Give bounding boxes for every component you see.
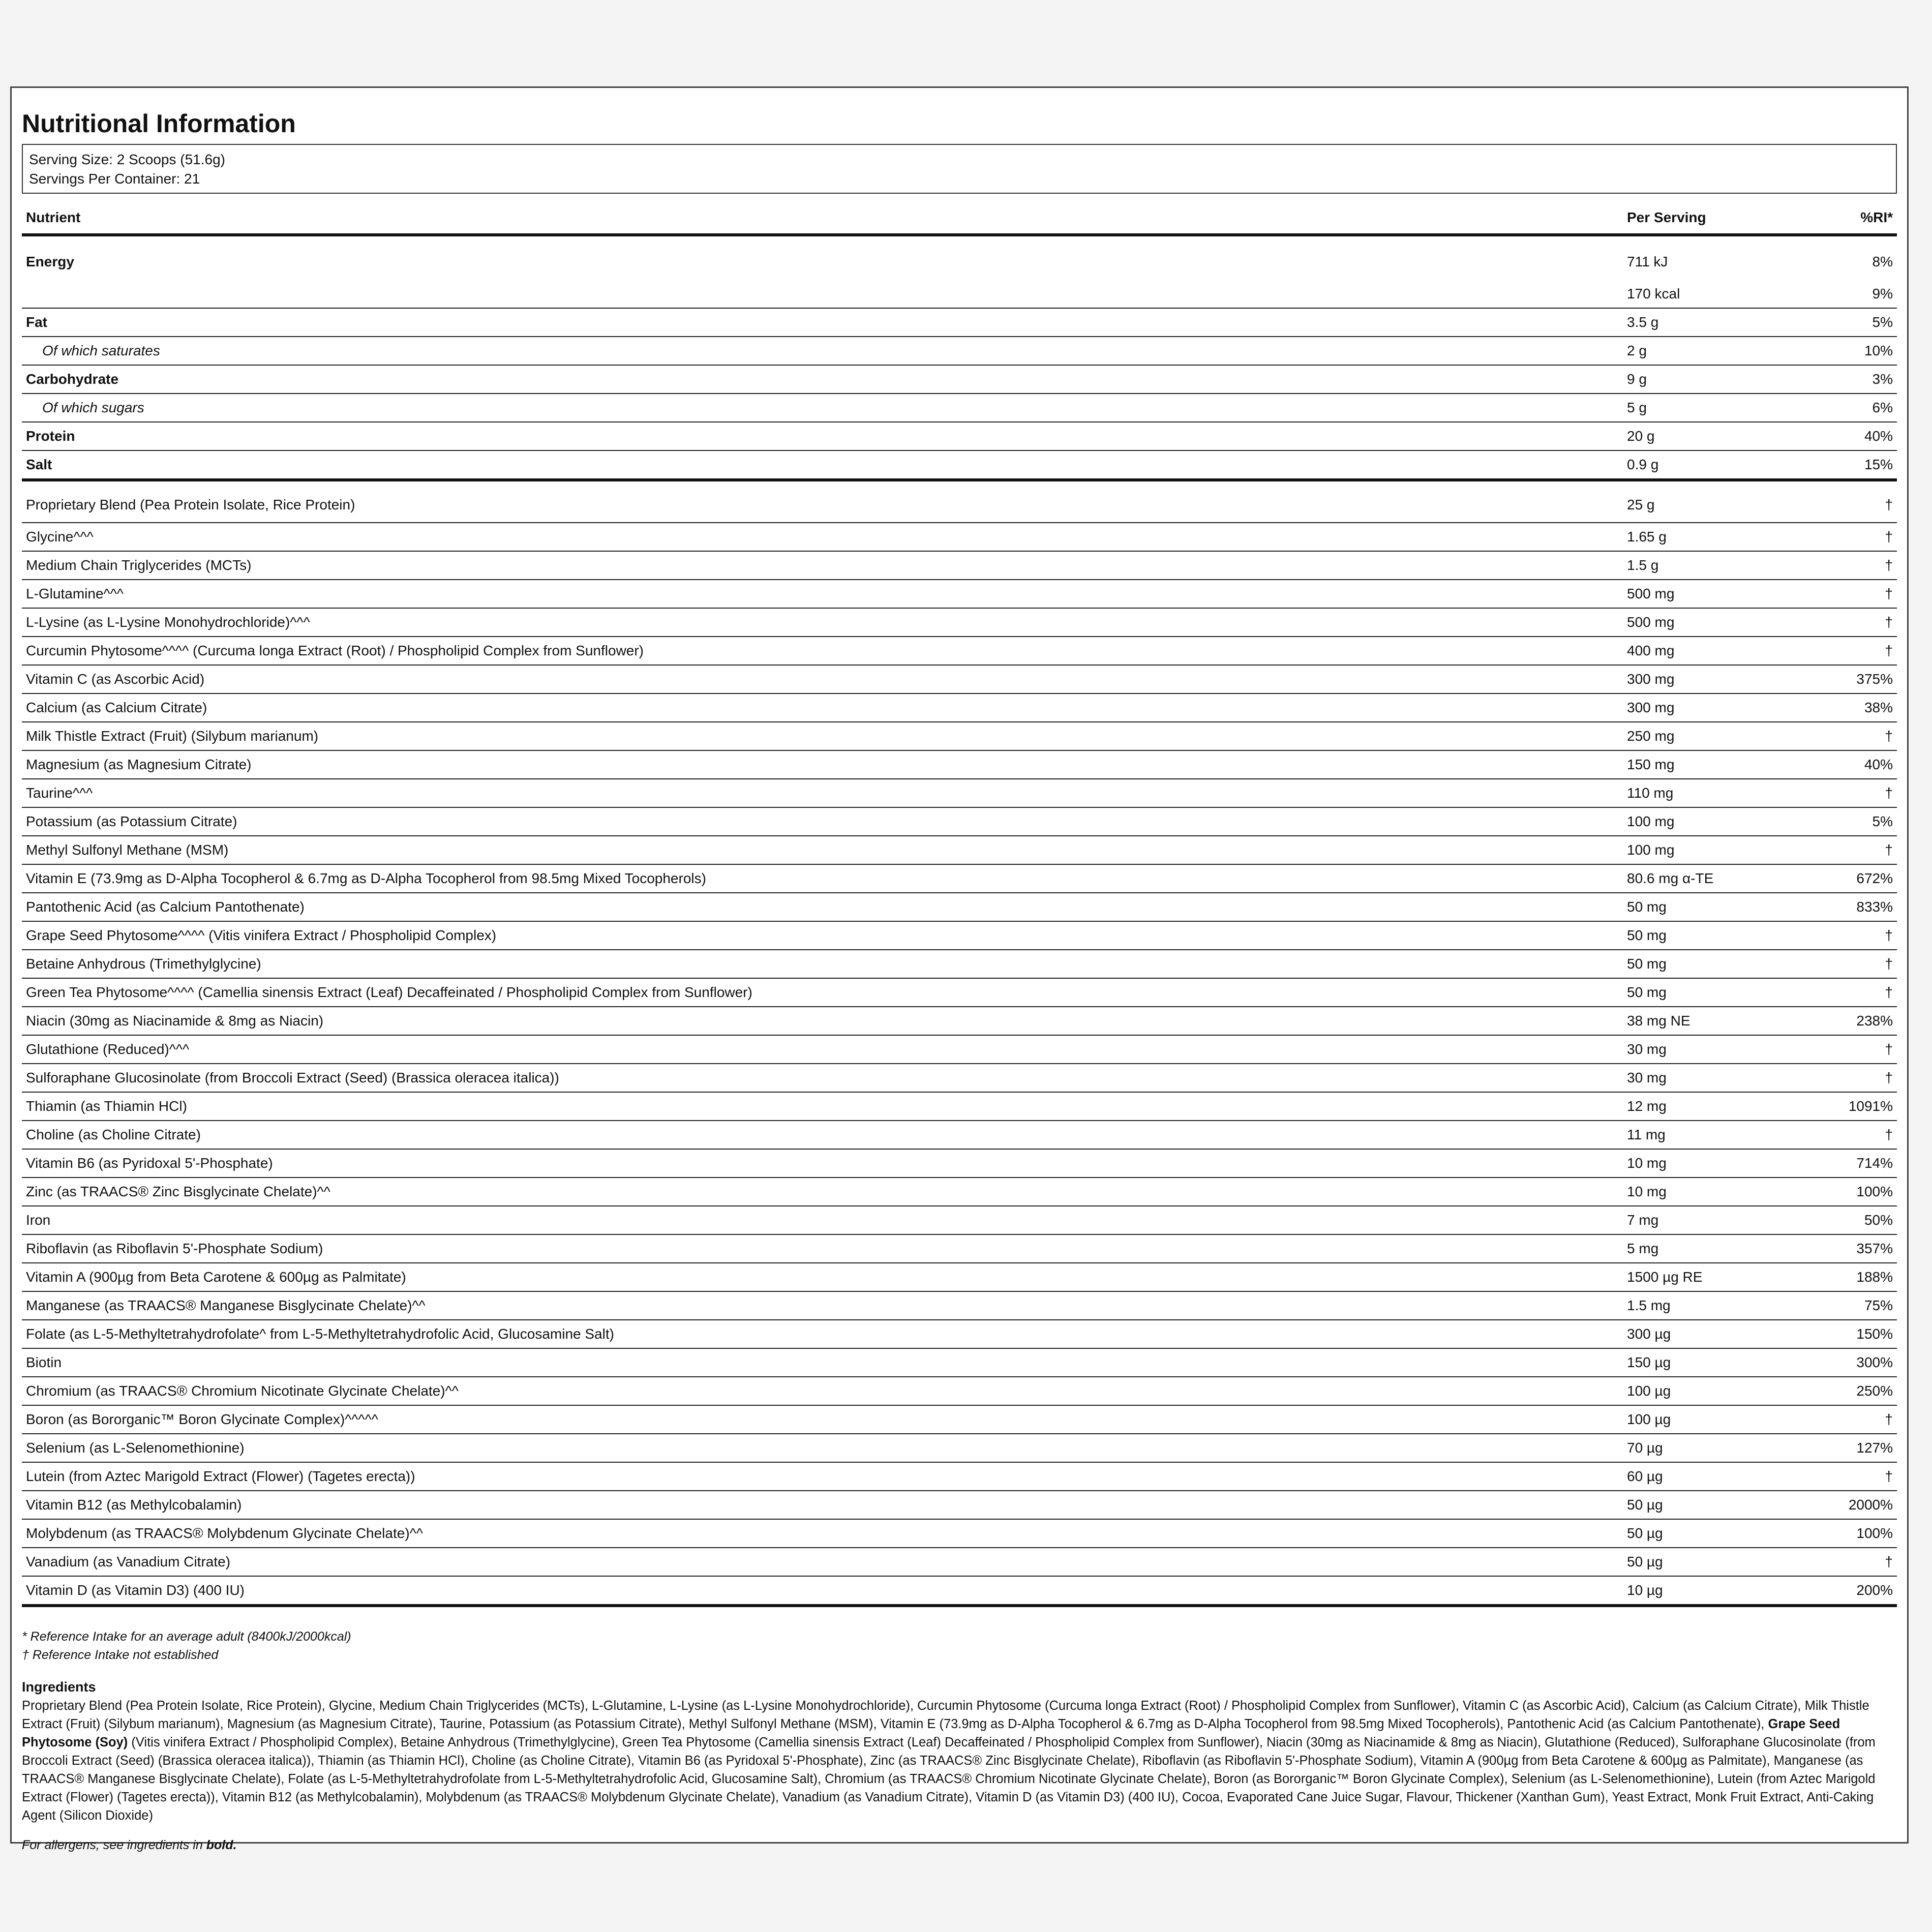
table-row <box>22 1405 1897 1434</box>
ingredient-amount: 50 mg <box>1623 893 1836 921</box>
table-row <box>22 1377 1897 1405</box>
nutrient-amount: 9 g <box>1623 365 1836 394</box>
ingredient-name: Pantothenic Acid (as Calcium Pantothenate) <box>22 893 1623 921</box>
ingredient-ri: 833% <box>1836 893 1897 921</box>
nutrient-name: Energy <box>26 254 74 269</box>
table-row <box>22 864 1897 893</box>
ingredient-name: L-Glutamine^^^ <box>22 580 1623 608</box>
nutrient-ri: 40% <box>1836 422 1897 450</box>
ingredient-ri: † <box>1836 779 1897 807</box>
nutrient-ri: 8% <box>1872 254 1893 269</box>
ingredient-name: Iron <box>22 1206 1623 1234</box>
nutrient-amount: 2 g <box>1623 337 1836 365</box>
nutrient-amount: 5 g <box>1623 394 1836 422</box>
ingredient-ri: 75% <box>1836 1291 1897 1320</box>
ingredient-name: Vanadium (as Vanadium Citrate) <box>22 1548 1623 1576</box>
ingredient-ri: 375% <box>1836 665 1897 693</box>
ingredient-amount: 1.65 g <box>1623 523 1836 551</box>
table-row <box>22 1491 1897 1519</box>
ingredient-name: Choline (as Choline Citrate) <box>22 1121 1623 1149</box>
ingredient-name: Sulforaphane Glucosinolate (from Broccoli Extract (Seed) (Brassica oleracea italica)) <box>22 1064 1623 1092</box>
ingredient-ri: † <box>1836 523 1897 551</box>
ingredient-ri: † <box>1836 921 1897 950</box>
ingredient-name: Vitamin E (73.9mg as D-Alpha Tocopherol & 6.7mg as D-Alpha Tocopherol from 98.5mg Mixed Tocopherols) <box>22 864 1623 893</box>
ingredient-ri: 50% <box>1836 1206 1897 1234</box>
ingredient-amount: 70 µg <box>1623 1434 1836 1462</box>
ingredient-name: L-Lysine (as L-Lysine Monohydrochloride)^^^ <box>22 608 1623 637</box>
table-row <box>22 665 1897 693</box>
ingredient-amount: 500 mg <box>1623 608 1836 637</box>
ingredient-ri: † <box>1836 551 1897 580</box>
ingredient-name: Methyl Sulfonyl Methane (MSM) <box>22 836 1623 864</box>
ingredient-name: Glutathione (Reduced)^^^ <box>22 1035 1623 1064</box>
table-row <box>22 1462 1897 1491</box>
nutrient-amount: 0.9 g <box>1623 450 1836 480</box>
table-row <box>22 950 1897 978</box>
ingredient-ri: 188% <box>1836 1263 1897 1291</box>
ingredient-amount: 300 mg <box>1623 665 1836 693</box>
ingredient-ri: 250% <box>1836 1377 1897 1405</box>
nutrient-name: Of which sugars <box>22 394 1623 422</box>
ingredient-amount: 11 mg <box>1623 1121 1836 1149</box>
ingredient-ri: 40% <box>1836 750 1897 779</box>
table-row <box>22 608 1897 637</box>
ingredient-ri: † <box>1836 978 1897 1007</box>
nutrient-amount: 711 kJ <box>1627 254 1668 269</box>
ingredient-ri: † <box>1836 480 1897 523</box>
ingredient-name: Vitamin B12 (as Methylcobalamin) <box>22 1491 1623 1519</box>
ingredients-text <box>22 1697 1897 1825</box>
ingredient-name: Selenium (as L-Selenomethionine) <box>22 1434 1623 1462</box>
table-row <box>22 921 1897 950</box>
page-title: Nutritional Information <box>22 109 296 138</box>
ingredient-amount: 100 mg <box>1623 836 1836 864</box>
ingredient-amount: 100 mg <box>1623 807 1836 836</box>
ingredient-name: Manganese (as TRAACS® Manganese Bisglycinate Chelate)^^ <box>22 1291 1623 1320</box>
ingredient-name: Grape Seed Phytosome^^^^ (Vitis vinifera Extract / Phospholipid Complex) <box>22 921 1623 950</box>
ingredient-amount: 100 µg <box>1623 1405 1836 1434</box>
table-row <box>22 480 1897 523</box>
header-nutrient: Nutrient <box>22 202 1623 235</box>
ingredient-name: Vitamin D (as Vitamin D3) (400 IU) <box>22 1576 1623 1606</box>
table-row <box>22 1121 1897 1149</box>
table-row <box>22 1206 1897 1234</box>
ingredient-amount: 25 g <box>1623 480 1836 523</box>
table-row <box>22 836 1897 864</box>
header-ri: %RI* <box>1836 202 1897 235</box>
ingredient-ri: 714% <box>1836 1149 1897 1178</box>
ingredient-amount: 100 µg <box>1623 1377 1836 1405</box>
table-row <box>22 280 1897 308</box>
table-row <box>22 235 1897 280</box>
ingredient-name: Vitamin B6 (as Pyridoxal 5'-Phosphate) <box>22 1149 1623 1178</box>
ingredient-ri: 672% <box>1836 864 1897 893</box>
table-row <box>22 1291 1897 1320</box>
ingredient-ri: 2000% <box>1836 1491 1897 1519</box>
nutrient-name: Protein <box>22 422 1623 450</box>
table-header-row <box>22 202 1897 235</box>
ingredient-ri: 100% <box>1836 1178 1897 1206</box>
ingredient-name: Biotin <box>22 1348 1623 1377</box>
ingredients-text-before: Proprietary Blend (Pea Protein Isolate, Rice Protein), Glycine, Medium Chain Triglycerides (MCTs), L-Glutamine, L-Lysine (as L-Lysine Monohydrochloride), Curcumin Phytosome (Curcuma longa Extract (Root) / Phospholipid Complex from Sunflower), Vitamin C (as Ascorbic Acid), Calcium (as Calcium Citrate), Milk Thistle Extract (Fruit) (Silybum marianum), Magnesium (as Magnesium Citrate), Taurine, Potassium (as Potassium Citrate), Methyl Sulfonyl Methane (MSM), Vitamin E (73.9mg as D-Alpha Tocopherol & 6.7mg as D-Alpha Tocopherol from 98.5mg Mixed Tocopherols), Pantothenic Acid (as Calcium Pantothenate), <box>22 1699 1869 1731</box>
ingredient-amount: 500 mg <box>1623 580 1836 608</box>
ingredient-ri: 200% <box>1836 1576 1897 1606</box>
table-row <box>22 1576 1897 1606</box>
table-row <box>22 551 1897 580</box>
ingredient-ri: † <box>1836 1064 1897 1092</box>
nutrient-amount: 20 g <box>1623 422 1836 450</box>
ingredient-ri: † <box>1836 637 1897 665</box>
ingredient-name: Curcumin Phytosome^^^^ (Curcuma longa Extract (Root) / Phospholipid Complex from Sunflower) <box>22 637 1623 665</box>
servings-per-container: Servings Per Container: 21 <box>29 171 200 187</box>
table-row <box>22 1035 1897 1064</box>
ingredient-amount: 10 µg <box>1623 1576 1836 1606</box>
ingredient-amount: 50 mg <box>1623 978 1836 1007</box>
ingredients-title: Ingredients <box>22 1679 96 1695</box>
ingredient-amount: 50 µg <box>1623 1491 1836 1519</box>
ingredient-name: Magnesium (as Magnesium Citrate) <box>22 750 1623 779</box>
ingredient-name: Thiamin (as Thiamin HCl) <box>22 1092 1623 1121</box>
nutrition-panel <box>10 86 1909 1852</box>
ingredient-amount: 300 mg <box>1623 693 1836 722</box>
ingredient-name: Chromium (as TRAACS® Chromium Nicotinate Glycinate Chelate)^^ <box>22 1377 1623 1405</box>
table-row <box>22 722 1897 750</box>
nutrient-name: Salt <box>22 450 1623 480</box>
table-row <box>22 1348 1897 1377</box>
nutrient-ri: 15% <box>1836 450 1897 480</box>
ingredient-name: Boron (as Bororganic™ Boron Glycinate Complex)^^^^^ <box>22 1405 1623 1434</box>
table-row <box>22 779 1897 807</box>
nutrient-name <box>22 280 1623 308</box>
ingredient-ri: 1091% <box>1836 1092 1897 1121</box>
ingredient-amount: 1.5 mg <box>1623 1291 1836 1320</box>
ingredient-name: Betaine Anhydrous (Trimethylglycine) <box>22 950 1623 978</box>
ingredient-amount: 300 µg <box>1623 1320 1836 1348</box>
ingredient-amount: 50 µg <box>1623 1519 1836 1548</box>
table-row <box>22 1178 1897 1206</box>
ingredient-amount: 110 mg <box>1623 779 1836 807</box>
ingredient-name: Milk Thistle Extract (Fruit) (Silybum marianum) <box>22 722 1623 750</box>
ingredient-amount: 60 µg <box>1623 1462 1836 1491</box>
nutrient-amount: 3.5 g <box>1623 308 1836 337</box>
nutrient-ri: 3% <box>1836 365 1897 394</box>
ingredient-ri: † <box>1836 1035 1897 1064</box>
ingredients-allergen-bold: Grape Seed Phytosome (Soy) <box>22 1717 1840 1749</box>
ingredient-ri: 150% <box>1836 1320 1897 1348</box>
ingredient-name: Niacin (30mg as Niacinamide & 8mg as Niacin) <box>22 1007 1623 1035</box>
ingredient-name: Taurine^^^ <box>22 779 1623 807</box>
table-row <box>22 1519 1897 1548</box>
table-row <box>22 394 1897 422</box>
nutrient-amount: 170 kcal <box>1623 280 1836 308</box>
ingredient-amount: 5 mg <box>1623 1234 1836 1263</box>
table-row <box>22 1263 1897 1291</box>
table-row <box>22 637 1897 665</box>
ingredient-name: Proprietary Blend (Pea Protein Isolate, Rice Protein) <box>22 480 1623 523</box>
ingredient-ri: † <box>1836 608 1897 637</box>
ingredient-amount: 12 mg <box>1623 1092 1836 1121</box>
table-row <box>22 1092 1897 1121</box>
table-row <box>22 580 1897 608</box>
allergen-note-prefix: For allergens, see ingredients in <box>22 1838 206 1852</box>
ingredients-text-after: (Vitis vinifera Extract / Phospholipid Complex), Betaine Anhydrous (Trimethylglycine), Green Tea Phytosome (Camellia sinensis Extract (Leaf) Decaffeinated / Phospholipid Complex from Sunflower), Niacin (30mg as Niacinamide & 8mg as Niacin), Glutathione (Reduced), Sulforaphane Glucosinolate (from Broccoli Extract (Seed) (Brassica oleracea italica)), Thiamin (as Thiamin HCl), Choline (as Choline Citrate), Vitamin B6 (as Pyridoxal 5'-Phosphate), Zinc (as TRAACS® Zinc Bisglycinate Chelate), Riboflavin (as Riboflavin 5'-Phosphate Sodium), Vitamin A (900µg from Beta Carotene & 600µg as Palmitate), Manganese (as TRAACS® Manganese Bisglycinate Chelate), Folate (as L-5-Methyltetrahydrofolate from L-5-Methyltetrahydrofolic Acid, Glucosamine Salt), Chromium (as TRAACS® Chromium Nicotinate Glycinate Chelate), Boron (as Bororganic™ Boron Glycinate Complex), Selenium (as L-Selenomethionine), Lutein (from Aztec Marigold Extract (Flower) (Tagetes erecta)), Vitamin B12 (as Methylcobalamin), Molybdenum (as TRAACS® Molybdenum Glycinate Chelate), Vanadium (as Vanadium Citrate), Vitamin D (as Vitamin D3) (400 IU), Cocoa, Evaporated Cane Juice Sugar, Flavour, Thickener (Xanthan Gum), Yeast Extract, Monk Fruit Extract, Anti-Caking Agent (Silicon Dioxide) <box>22 1735 1876 1823</box>
table-row <box>22 978 1897 1007</box>
table-row <box>22 1007 1897 1035</box>
table-row <box>22 1234 1897 1263</box>
table-row <box>22 308 1897 337</box>
ingredient-name: Zinc (as TRAACS® Zinc Bisglycinate Chelate)^^ <box>22 1178 1623 1206</box>
ingredient-ri: 5% <box>1836 807 1897 836</box>
ingredient-name: Green Tea Phytosome^^^^ (Camellia sinensis Extract (Leaf) Decaffeinated / Phospholipid Complex from Sunflower) <box>22 978 1623 1007</box>
table-row <box>22 807 1897 836</box>
nutrient-name: Carbohydrate <box>22 365 1623 394</box>
ingredient-ri: † <box>1836 580 1897 608</box>
ingredient-name: Vitamin C (as Ascorbic Acid) <box>22 665 1623 693</box>
ingredient-amount: 10 mg <box>1623 1178 1836 1206</box>
table-row <box>22 1149 1897 1178</box>
serving-info-box <box>22 144 1897 194</box>
table-row <box>22 893 1897 921</box>
table-row <box>22 450 1897 480</box>
footnotes <box>22 1627 1897 1664</box>
ri-footnote: * Reference Intake for an average adult (8400kJ/2000kcal) <box>22 1629 351 1644</box>
table-row <box>22 523 1897 551</box>
ingredient-amount: 7 mg <box>1623 1206 1836 1234</box>
table-row <box>22 365 1897 394</box>
ingredient-name: Vitamin A (900µg from Beta Carotene & 600µg as Palmitate) <box>22 1263 1623 1291</box>
ingredient-amount: 80.6 mg α-TE <box>1623 864 1836 893</box>
ingredient-ri: 357% <box>1836 1234 1897 1263</box>
ingredient-name: Potassium (as Potassium Citrate) <box>22 807 1623 836</box>
table-row <box>22 337 1897 365</box>
serving-size: Serving Size: 2 Scoops (51.6g) <box>29 152 225 167</box>
table-row <box>22 1434 1897 1462</box>
ingredient-amount: 30 mg <box>1623 1064 1836 1092</box>
ingredient-ri: 38% <box>1836 693 1897 722</box>
ingredient-name: Calcium (as Calcium Citrate) <box>22 693 1623 722</box>
table-row <box>22 1064 1897 1092</box>
header-per-serving: Per Serving <box>1623 202 1836 235</box>
ingredient-name: Riboflavin (as Riboflavin 5'-Phosphate Sodium) <box>22 1234 1623 1263</box>
ingredient-amount: 50 mg <box>1623 921 1836 950</box>
ingredient-name: Folate (as L-5-Methyltetrahydrofolate^ from L-5-Methyltetrahydrofolic Acid, Glucosamine Salt) <box>22 1320 1623 1348</box>
table-row <box>22 1320 1897 1348</box>
table-row <box>22 693 1897 722</box>
ingredient-amount: 38 mg NE <box>1623 1007 1836 1035</box>
allergen-note <box>22 1836 1897 1854</box>
ingredient-ri: † <box>1836 1548 1897 1576</box>
ingredient-ri: † <box>1836 1121 1897 1149</box>
table-row <box>22 422 1897 450</box>
ingredient-amount: 150 µg <box>1623 1348 1836 1377</box>
ingredient-ri: 100% <box>1836 1519 1897 1548</box>
ingredient-ri: † <box>1836 950 1897 978</box>
nutrient-ri: 5% <box>1836 308 1897 337</box>
nutrient-ri: 6% <box>1836 394 1897 422</box>
dagger-footnote: † Reference Intake not established <box>22 1648 219 1662</box>
ingredient-ri: † <box>1836 1405 1897 1434</box>
nutrient-ri: 10% <box>1836 337 1897 365</box>
ingredient-name: Molybdenum (as TRAACS® Molybdenum Glycinate Chelate)^^ <box>22 1519 1623 1548</box>
ingredient-ri: 300% <box>1836 1348 1897 1377</box>
allergen-note-bold: bold. <box>206 1838 237 1852</box>
table-row <box>22 1548 1897 1576</box>
ingredient-amount: 1.5 g <box>1623 551 1836 580</box>
ingredient-amount: 10 mg <box>1623 1149 1836 1178</box>
table-row <box>22 750 1897 779</box>
ingredient-amount: 150 mg <box>1623 750 1836 779</box>
ingredient-amount: 250 mg <box>1623 722 1836 750</box>
ingredient-name: Glycine^^^ <box>22 523 1623 551</box>
nutrition-table <box>22 202 1897 1607</box>
ingredient-amount: 50 µg <box>1623 1548 1836 1576</box>
nutrient-name: Fat <box>22 308 1623 337</box>
ingredient-name: Lutein (from Aztec Marigold Extract (Flower) (Tagetes erecta)) <box>22 1462 1623 1491</box>
ingredient-ri: 127% <box>1836 1434 1897 1462</box>
ingredient-amount: 1500 µg RE <box>1623 1263 1836 1291</box>
ingredient-ri: † <box>1836 722 1897 750</box>
ingredient-ri: † <box>1836 1462 1897 1491</box>
ingredient-amount: 400 mg <box>1623 637 1836 665</box>
ingredient-ri: † <box>1836 836 1897 864</box>
ingredient-amount: 30 mg <box>1623 1035 1836 1064</box>
nutrient-ri: 9% <box>1836 280 1897 308</box>
nutrient-name: Of which saturates <box>22 337 1623 365</box>
ingredient-name: Medium Chain Triglycerides (MCTs) <box>22 551 1623 580</box>
ingredient-amount: 50 mg <box>1623 950 1836 978</box>
ingredient-ri: 238% <box>1836 1007 1897 1035</box>
